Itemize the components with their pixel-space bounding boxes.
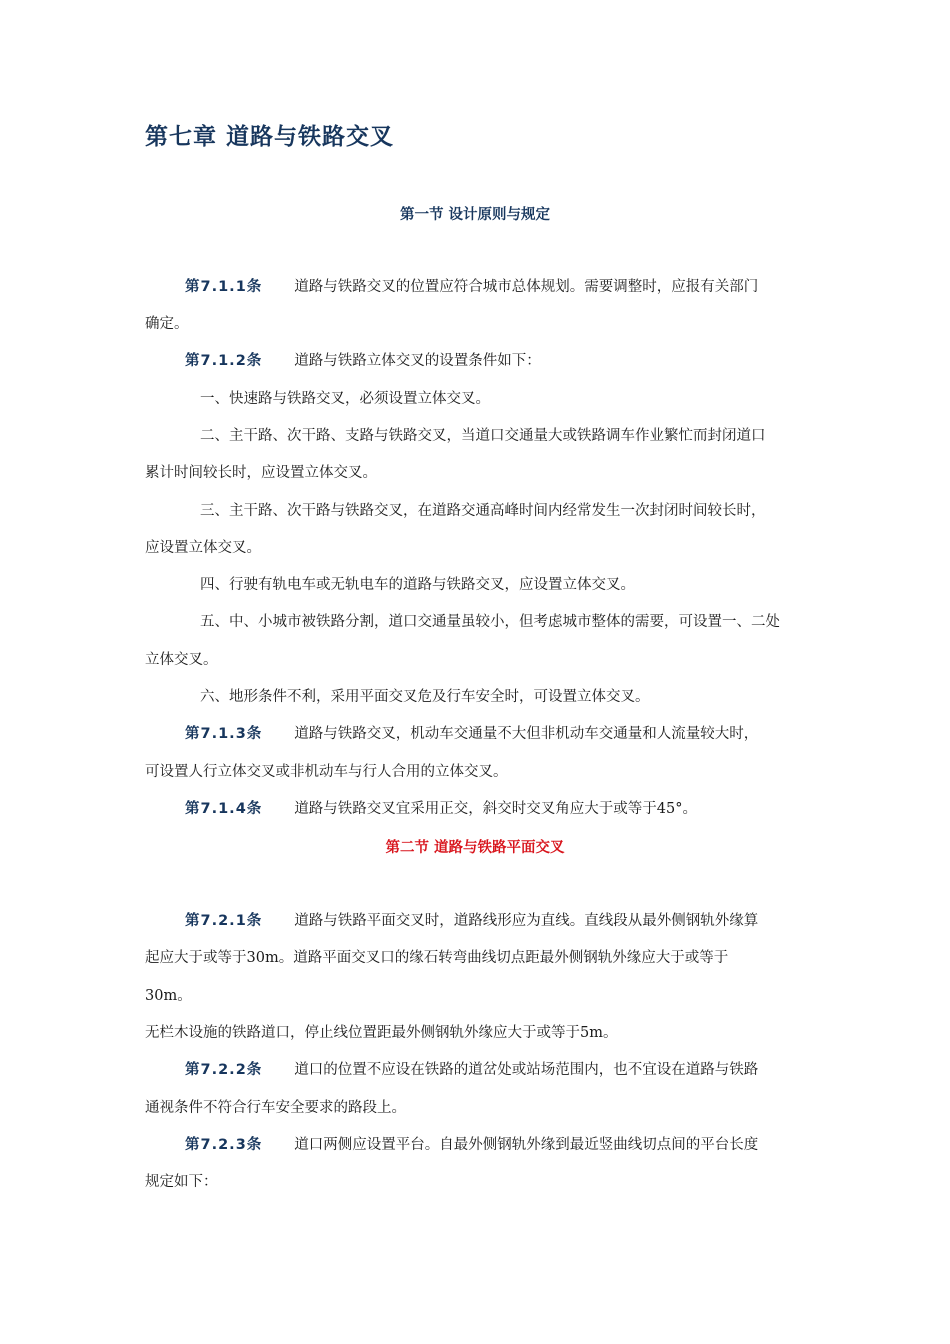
- article-7-2-1: [185, 911, 758, 931]
- article-label: 第7.1.4条: [185, 801, 263, 817]
- chapter-title: 第七章 道路与铁路交叉: [145, 124, 395, 150]
- item-5: 五、中、小城市被铁路分割，道口交通量虽较小，但考虑城市整体的需要，可设置一、二处: [200, 614, 780, 630]
- item-2: 二、主干路、次干路、支路与铁路交叉，当道口交通量大或铁路调车作业繁忙而封闭道口: [200, 428, 766, 444]
- item-5-cont: 立体交叉。: [145, 652, 218, 668]
- article-text: 道路与铁路交叉，机动车交通量不大但非机动车交通量和人流量较大时，: [294, 726, 759, 742]
- article-7-2-1-cont: 起应大于或等于30m。道路平面交叉口的缘石转弯曲线切点距最外侧钢轨外缘应大于或等于: [145, 950, 729, 966]
- article-7-2-3-cont: 规定如下：: [145, 1174, 218, 1190]
- article-text: 道路与铁路平面交叉时，道路线形应为直线。直线段从最外侧钢轨外缘算: [294, 913, 759, 929]
- article-text: 道口的位置不应设在铁路的道岔处或站场范围内，也不宜设在道路与铁路: [294, 1062, 759, 1078]
- article-7-1-4: [185, 799, 697, 819]
- article-label: 第7.2.2条: [185, 1062, 263, 1078]
- article-text: 道路与铁路交叉的位置应符合城市总体规划。需要调整时，应报有关部门: [294, 279, 759, 295]
- article-7-2-2: [185, 1060, 758, 1080]
- item-1: 一、快速路与铁路交叉，必须设置立体交叉。: [200, 391, 490, 407]
- article-label: 第7.2.1条: [185, 913, 263, 929]
- article-7-1-3: [185, 724, 758, 744]
- article-text: 道路与铁路立体交叉的设置条件如下：: [294, 353, 541, 369]
- article-label: 第7.1.1条: [185, 279, 263, 295]
- article-7-2-1-note: 无栏木设施的铁路道口，停止线位置距最外侧钢轨外缘应大于或等于5m。: [145, 1025, 618, 1041]
- article-label: 第7.2.3条: [185, 1137, 263, 1153]
- article-7-1-1-cont: 确定。: [145, 316, 189, 332]
- article-text: 道口两侧应设置平台。自最外侧钢轨外缘到最近竖曲线切点间的平台长度: [294, 1137, 759, 1153]
- article-label: 第7.1.2条: [185, 353, 263, 369]
- article-7-2-1-cont2: 30m。: [145, 988, 192, 1004]
- article-7-1-2: [185, 351, 541, 371]
- article-7-2-3: [185, 1135, 758, 1155]
- article-7-1-1: [185, 277, 758, 297]
- section-2-title: 第二节 道路与铁路平面交叉: [385, 840, 565, 856]
- item-2-cont: 累计时间较长时，应设置立体交叉。: [145, 465, 377, 481]
- item-6: 六、地形条件不利，采用平面交叉危及行车安全时，可设置立体交叉。: [200, 689, 650, 705]
- item-3: 三、主干路、次干路与铁路交叉，在道路交通高峰时间内经常发生一次封闭时间较长时，: [200, 503, 766, 519]
- item-3-cont: 应设置立体交叉。: [145, 540, 261, 556]
- section-1-title: 第一节 设计原则与规定: [399, 207, 551, 223]
- article-label: 第7.1.3条: [185, 726, 263, 742]
- article-7-2-2-cont: 通视条件不符合行车安全要求的路段上。: [145, 1100, 406, 1116]
- item-4: 四、行驶有轨电车或无轨电车的道路与铁路交叉，应设置立体交叉。: [200, 577, 635, 593]
- article-7-1-3-cont: 可设置人行立体交叉或非机动车与行人合用的立体交叉。: [145, 764, 508, 780]
- article-text: 道路与铁路交叉宜采用正交，斜交时交叉角应大于或等于45°。: [294, 801, 697, 817]
